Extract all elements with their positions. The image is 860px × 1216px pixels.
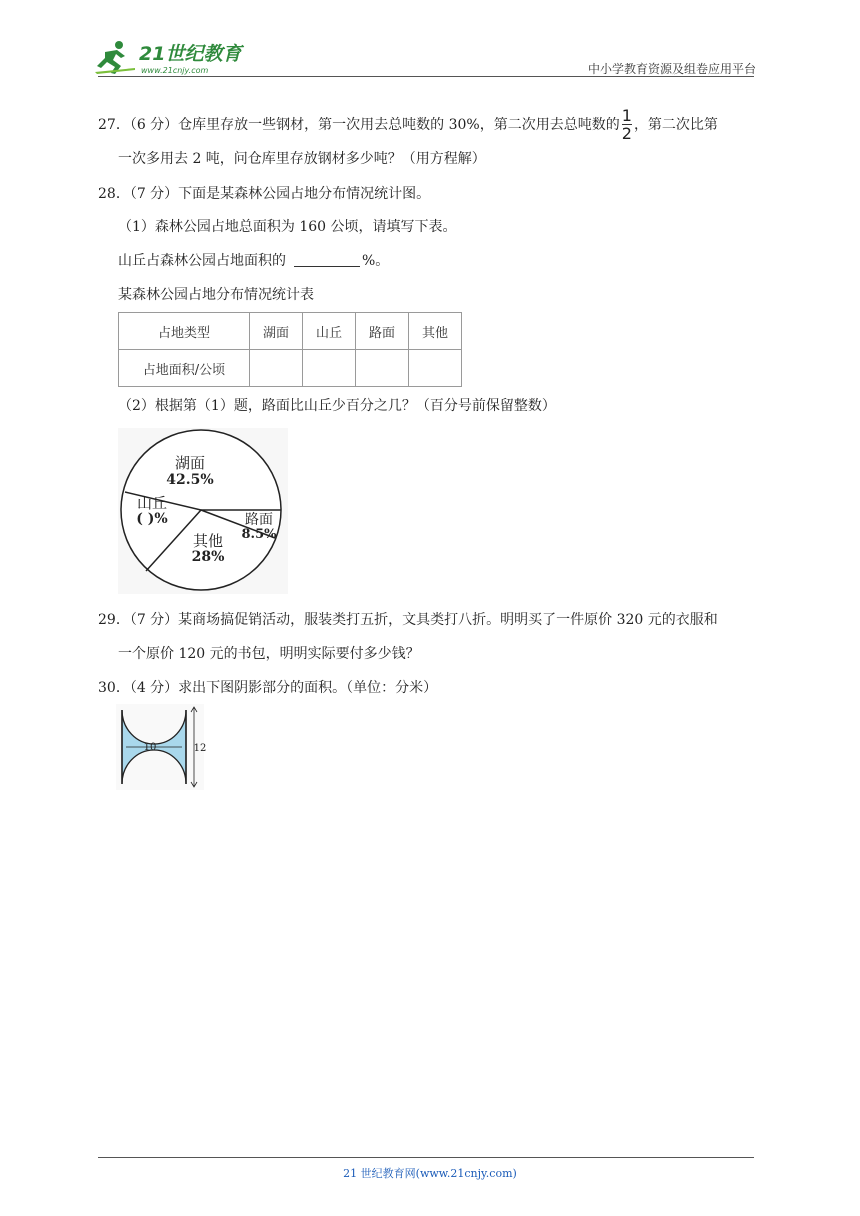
table-title: 某森林公园占地分布情况统计表 bbox=[118, 287, 314, 303]
pie-label-lake: 湖面 bbox=[174, 454, 206, 472]
table-row-label: 占地面积/公顷 bbox=[119, 350, 250, 387]
pie-label-hill: 山丘 bbox=[136, 494, 168, 512]
q30-line1: 30．（4 分）求出下图阴影部分的面积。（单位：分米） bbox=[98, 680, 438, 696]
q29-line2: 一个原价 120 元的书包，明明实际要付多少钱？ bbox=[118, 646, 420, 662]
q28-fill-suffix: %。 bbox=[362, 253, 390, 269]
pie-label-other: 其他 bbox=[192, 532, 224, 550]
pie-value-lake: 42.5% bbox=[166, 472, 214, 488]
q27-line2: 一次多用去 2 吨，问仓库里存放钢材多少吨？（用方程解） bbox=[118, 151, 486, 167]
logo bbox=[95, 38, 255, 78]
table-header-cell: 占地类型 bbox=[119, 313, 250, 350]
runner-icon bbox=[95, 41, 135, 74]
table-answer-cell[interactable] bbox=[409, 350, 462, 387]
logo-text: 21世纪教育 bbox=[139, 43, 242, 65]
table-answer-cell[interactable] bbox=[303, 350, 356, 387]
pie-value-road: 8.5% bbox=[241, 527, 277, 542]
table-header-cell: 其他 bbox=[409, 313, 462, 350]
fraction-half bbox=[622, 108, 632, 142]
header-divider bbox=[98, 76, 754, 77]
frac-denominator: 2 bbox=[621, 124, 632, 143]
table-header-cell: 山丘 bbox=[303, 313, 356, 350]
shaded-area-figure bbox=[116, 704, 207, 790]
q28-intro: 28．（7 分）下面是某森林公园占地分布情况统计图。 bbox=[98, 186, 431, 202]
table-row bbox=[119, 350, 462, 387]
q28-fill-line bbox=[118, 251, 389, 271]
land-distribution-table bbox=[118, 312, 462, 387]
footer-divider bbox=[98, 1157, 754, 1158]
logo-url: www.21cnjy.com bbox=[141, 66, 209, 75]
q29-line1: 29．（7 分）某商场搞促销活动，服装类打五折，文具类打八折。明明买了一件原价 320 元的衣服和 bbox=[98, 612, 718, 628]
pie-value-other: 28% bbox=[191, 549, 225, 565]
table-header-cell: 湖面 bbox=[250, 313, 303, 350]
frac-numerator: 1 bbox=[621, 106, 632, 125]
table-header-cell: 路面 bbox=[356, 313, 409, 350]
table-answer-cell[interactable] bbox=[356, 350, 409, 387]
width-label: 10 bbox=[143, 742, 157, 753]
q27-text-b: ，第二次比第 bbox=[633, 117, 718, 133]
q28-part2: （2）根据第（1）题，路面比山丘少百分之几？（百分号前保留整数） bbox=[118, 398, 556, 414]
land-pie-chart bbox=[118, 428, 288, 594]
answer-blank[interactable] bbox=[294, 252, 360, 267]
q27-line1 bbox=[98, 108, 718, 142]
footer-text[interactable]: 21 世纪教育网(www.21cnjy.com) bbox=[343, 1167, 517, 1180]
q28-part1: （1）森林公园占地总面积为 160 公顷，请填写下表。 bbox=[118, 219, 457, 235]
pie-label-road: 路面 bbox=[245, 512, 273, 528]
q28-fill-text: 山丘占森林公园占地面积的 bbox=[118, 253, 286, 269]
table-header-row bbox=[119, 313, 462, 350]
table-answer-cell[interactable] bbox=[250, 350, 303, 387]
q27-text-a: 27．（6 分）仓库里存放一些钢材，第一次用去总吨数的 30%，第二次用去总吨数的 bbox=[98, 117, 620, 133]
header-tagline: 中小学教育资源及组卷应用平台 bbox=[587, 62, 756, 76]
height-label: 12 bbox=[193, 743, 207, 754]
pie-value-hill: ( )% bbox=[136, 511, 168, 527]
